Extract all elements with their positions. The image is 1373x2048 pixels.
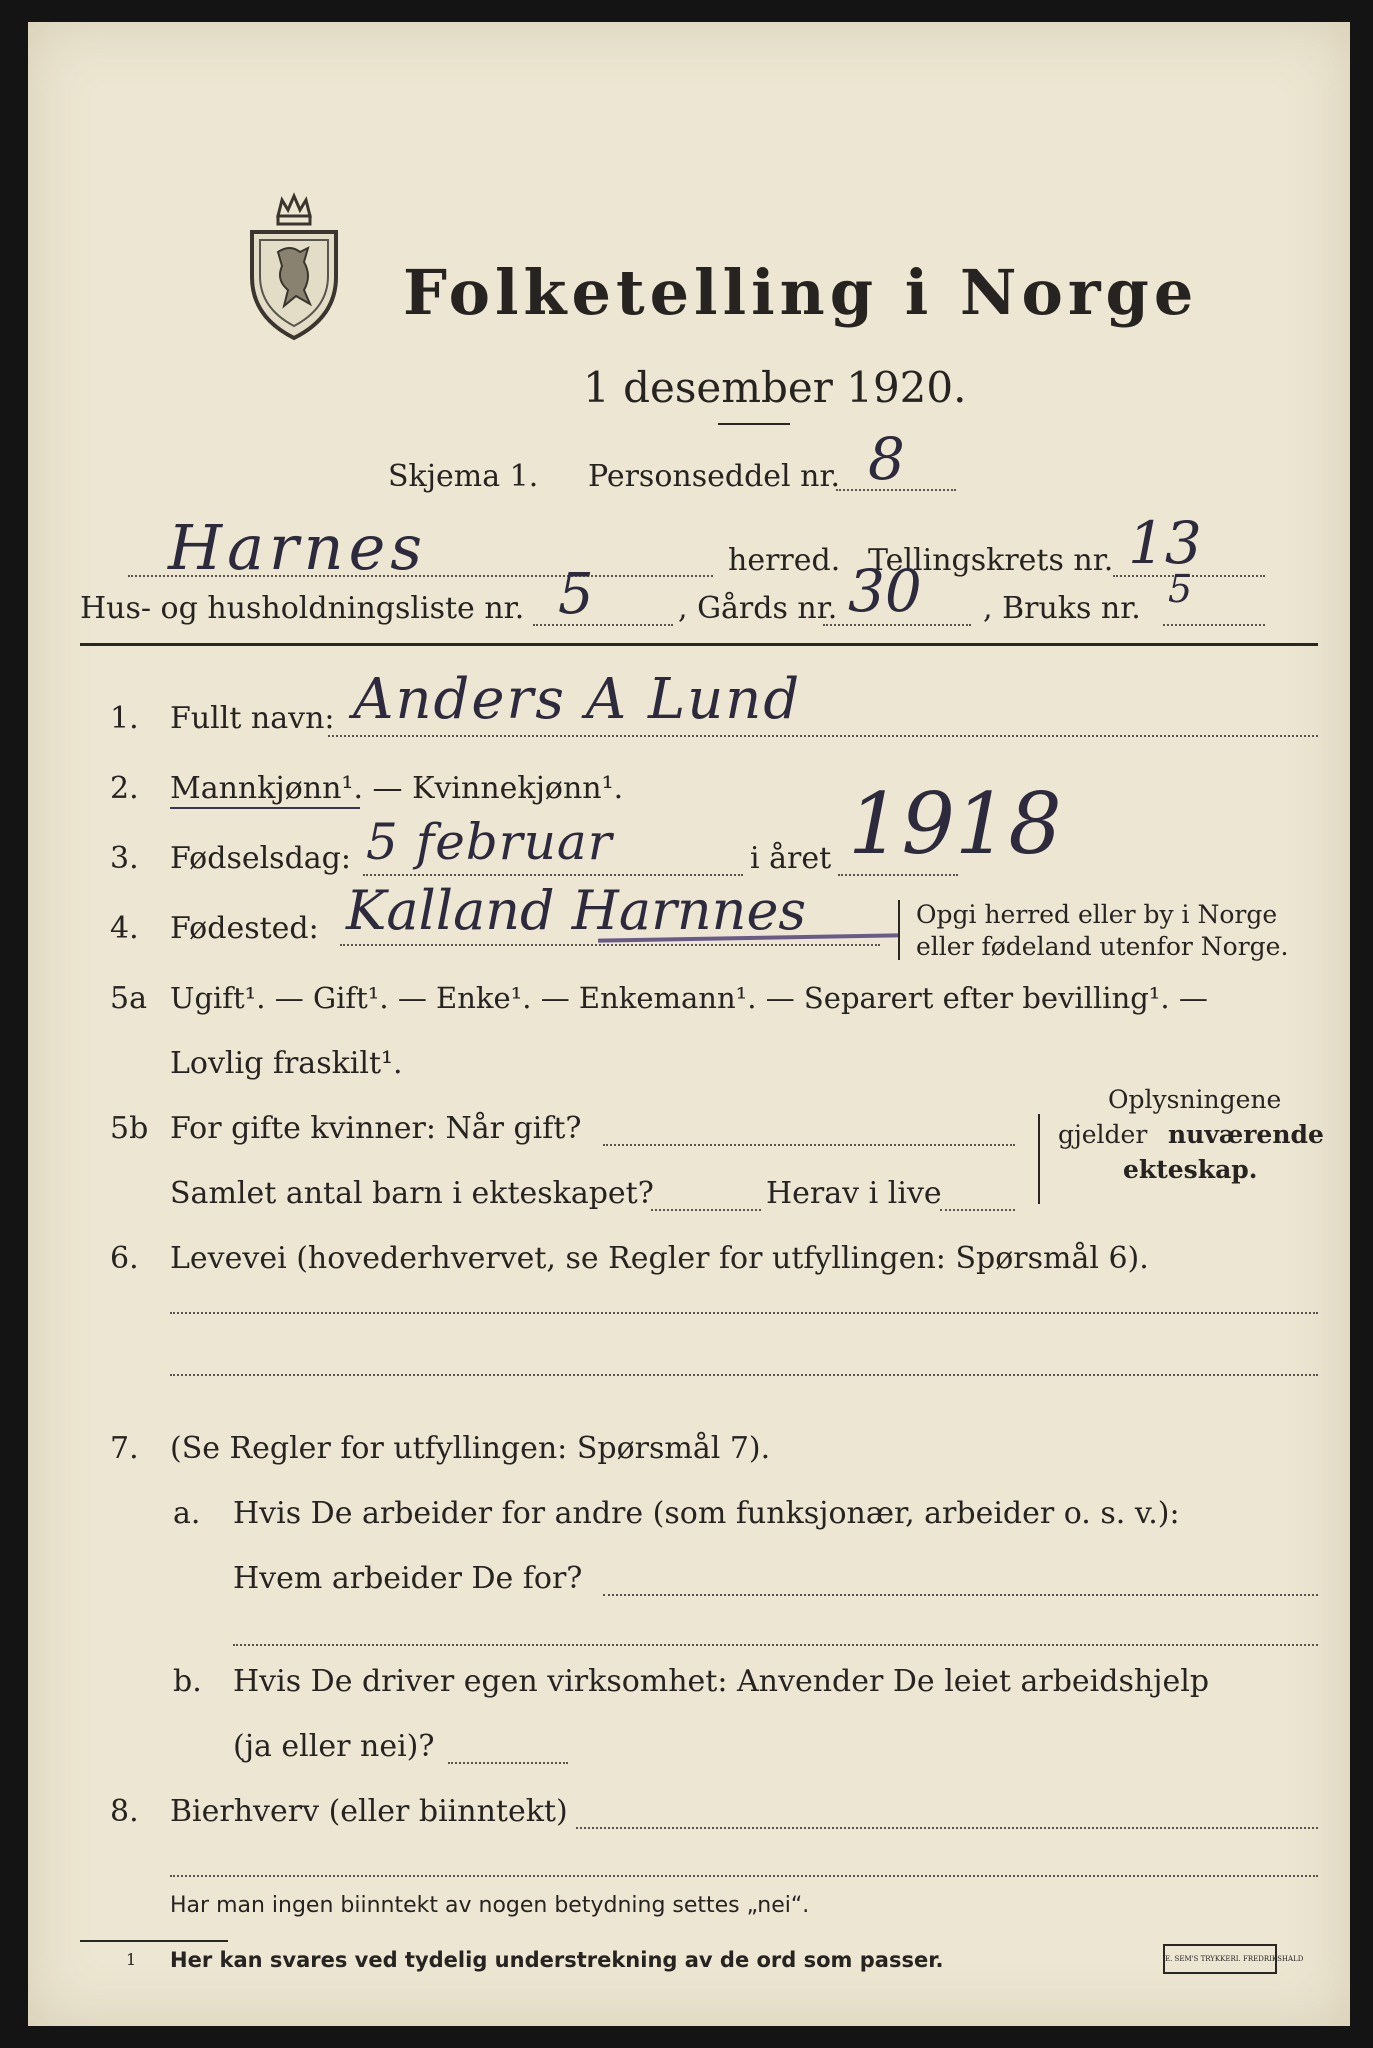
tellingskrets-nr-value[interactable]: 13 (1128, 509, 1202, 577)
full-name-value[interactable]: Anders A Lund (353, 667, 802, 732)
q5b-number: 5b (110, 1111, 149, 1146)
hus-label: Hus- og husholdningsliste nr. (80, 591, 525, 626)
occupation-line-2 (170, 1374, 1318, 1376)
birth-day-line (363, 874, 743, 876)
herred-line (128, 575, 713, 577)
children-alive-line (940, 1209, 1015, 1211)
side-income-line-1 (576, 1827, 1318, 1829)
birthplace-line (340, 944, 880, 946)
q5a-number: 5a (110, 981, 147, 1016)
employer-line-1 (603, 1594, 1318, 1596)
marital-status-options: Ugift¹. — Gift¹. — Enke¹. — Enkemann¹. — Separert efter bevilling¹. — (170, 981, 1208, 1015)
q7b-letter: b. (173, 1664, 202, 1699)
q2-number: 2. (110, 771, 139, 806)
birth-year-value[interactable]: 1918 (848, 775, 1062, 873)
q7a-question: Hvis De arbeider for andre (som funksjonær, arbeider o. s. v.): (233, 1496, 1180, 1531)
birth-day-value[interactable]: 5 februar (366, 813, 613, 871)
q6-number: 6. (110, 1241, 139, 1276)
hus-line (533, 624, 673, 626)
birthplace-note-line1: Opgi herred eller by i Norge (916, 900, 1278, 929)
footnote-text: Her kan svares ved tydelig understrekning av de ord som passer. (170, 1948, 944, 1972)
hired-help-label: (ja eller nei)? (233, 1729, 435, 1764)
census-date: 1 desember 1920. (583, 363, 967, 412)
footnote-divider (80, 1940, 228, 1942)
q4-number: 4. (110, 911, 139, 946)
footnote-mark: 1 (126, 1950, 137, 1969)
when-married-line (603, 1144, 1015, 1146)
birthplace-value[interactable]: Kalland Harnnes (346, 879, 807, 942)
q3-label: Fødselsdag: (170, 841, 351, 876)
marital-status-options-cont: Lovlig fraskilt¹. (170, 1046, 403, 1081)
birth-year-line (838, 874, 958, 876)
q5b-bracket (1038, 1114, 1048, 1204)
q7-label: (Se Regler for utfyllingen: Spørsmål 7). (170, 1431, 771, 1466)
hus-nr-value[interactable]: 5 (558, 562, 594, 627)
gards-label: , Gårds nr. (678, 591, 838, 626)
sex-selection-underline (170, 807, 360, 809)
q7-number: 7. (110, 1431, 139, 1466)
q7b-question: Hvis De driver egen virksomhet: Anvender De leiet arbeidshjelp (233, 1664, 1210, 1699)
footer-note: Har man ingen biinntekt av nogen betydning settes „nei“. (170, 1893, 810, 1918)
bruks-nr-value[interactable]: 5 (1168, 567, 1193, 611)
bruks-label: , Bruks nr. (983, 591, 1141, 626)
birthplace-bracket (898, 900, 912, 960)
q7a-letter: a. (173, 1496, 201, 1531)
employer-line-2 (233, 1644, 1318, 1646)
children-count-label: Samlet antal barn i ekteskapet? (170, 1176, 654, 1211)
q1-label: Fullt navn: (170, 701, 335, 736)
herred-value[interactable]: Harnes (168, 511, 428, 584)
herred-label: herred. (728, 543, 841, 578)
occupation-line-1 (170, 1312, 1318, 1314)
q5b-note-line2b: nuværende (1168, 1120, 1324, 1149)
employer-label: Hvem arbeider De for? (233, 1561, 583, 1596)
hired-help-line (448, 1762, 568, 1764)
q4-label: Fødested: (170, 911, 319, 946)
printer-stamp: E. SEM'S TRYKKERI. FREDRIKSHALD (1163, 1944, 1277, 1974)
skjema-label: Skjema 1. (388, 459, 539, 494)
gards-nr-value[interactable]: 30 (848, 557, 922, 625)
when-married-label: For gifte kvinner: Når gift? (170, 1111, 582, 1146)
personseddel-nr-value[interactable]: 8 (868, 425, 905, 493)
sex-options: Mannkjønn¹. — Kvinnekjønn¹. (170, 771, 624, 806)
bruks-line (1163, 624, 1265, 626)
personseddel-label: Personseddel nr. (588, 459, 841, 494)
q3-number: 3. (110, 841, 139, 876)
children-count-line (651, 1209, 761, 1211)
occupation-label: Levevei (hovederhvervet, se Regler for utfyllingen: Spørsmål 6). (170, 1241, 1149, 1276)
birth-year-label: i året (750, 841, 832, 876)
q5b-note-line1: Oplysningene (1108, 1085, 1282, 1114)
form-title: Folketelling i Norge (403, 256, 1199, 329)
birthplace-note-line2: eller fødeland utenfor Norge. (916, 932, 1289, 961)
norwegian-coat-of-arms-icon (238, 192, 350, 342)
side-income-line-2 (170, 1875, 1318, 1877)
q1-number: 1. (110, 701, 139, 736)
children-alive-label: Herav i live (766, 1176, 942, 1211)
q8-number: 8. (110, 1794, 139, 1829)
q5b-note-line3: ekteskap. (1123, 1155, 1258, 1184)
side-income-label: Bierhverv (eller biinntekt) (170, 1794, 568, 1829)
q5b-note-line2a: gjelder (1058, 1120, 1148, 1149)
title-divider (718, 423, 790, 425)
tellingskrets-label: Tellingskrets nr. (868, 543, 1114, 578)
census-form (28, 22, 1350, 2026)
full-name-line (328, 735, 1318, 737)
header-divider (80, 643, 1318, 646)
